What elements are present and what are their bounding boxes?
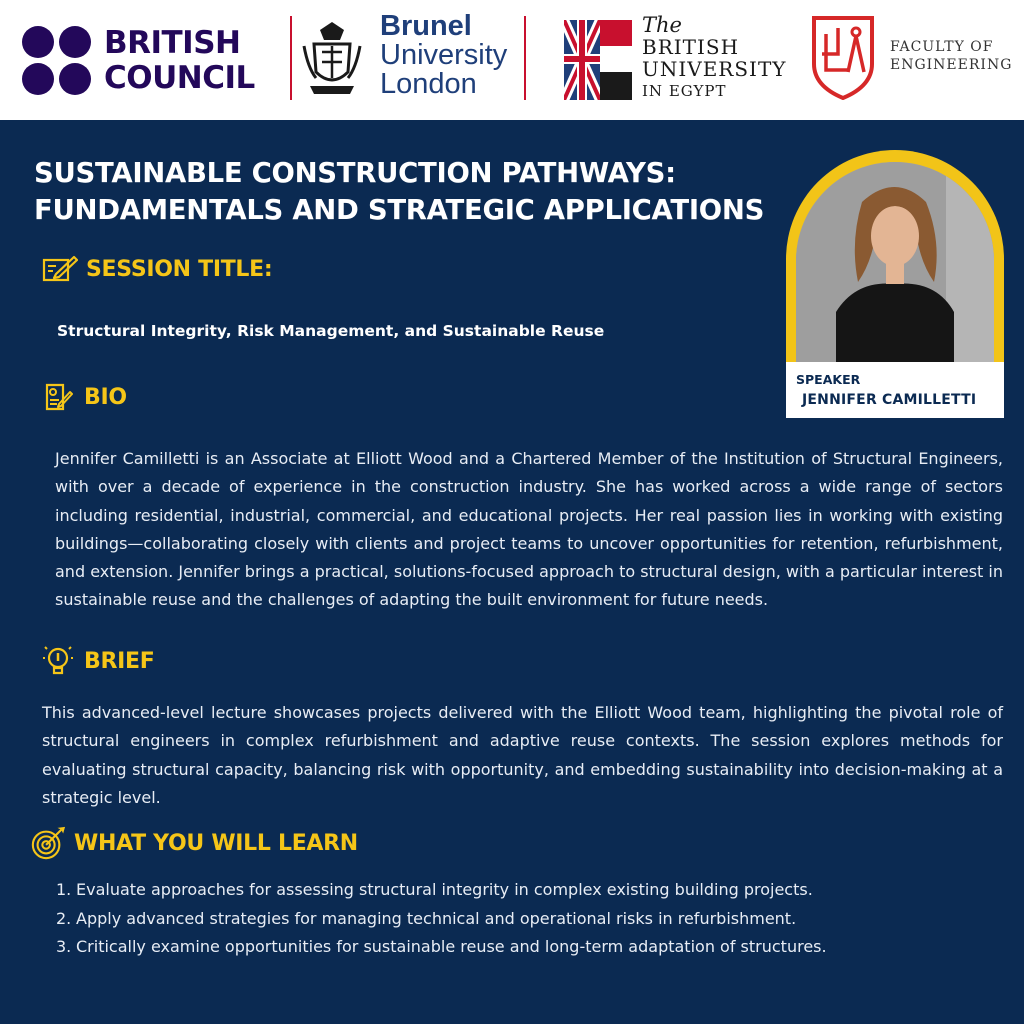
divider (524, 16, 526, 100)
british-council-dots-icon (22, 26, 96, 96)
bio-text: Jennifer Camilletti is an Associate at Elliott Wood and a Chartered Member of the Institution of Structural Engineers, with over a decade of experience in the construction industry. She has worked across a wide range of sectors including residential, industrial, commercial, and educational projects. Her real passion lies in working with existing buildings—collaborating closely with clients and project teams to uncover opportunities for retention, refurbishment, and extension. Jennifer brings a practical, solutions-focused approach to structural design, with a particular interest in sustainable reuse and the challenges of adapting the built environment for future needs. (55, 449, 1003, 610)
list-item: 1. Evaluate approaches for assessing structural integrity in complex existing building projects. (56, 880, 813, 899)
logo-band (0, 0, 1024, 120)
speaker-name: JENNIFER CAMILLETTI (802, 392, 977, 408)
faculty-wordmark: FACULTY OF ENGINEERING (890, 39, 1013, 73)
section-heading-label: BRIEF (84, 648, 155, 674)
lightbulb-icon (40, 644, 76, 678)
session-title-heading (42, 252, 272, 286)
crest-icon (300, 16, 364, 100)
section-heading-label: SESSION TITLE: (86, 256, 273, 282)
section-heading-label: WHAT YOU WILL LEARN (74, 830, 358, 856)
speaker-role: SPEAKER (796, 372, 861, 387)
learn-heading (30, 826, 358, 860)
brunel-logo (290, 12, 530, 108)
bue-wordmark: The BRITISH UNIVERSITY IN EGYPT (642, 13, 787, 100)
bio-heading (40, 380, 127, 414)
faculty-logo (808, 12, 1018, 108)
british-council-logo (22, 24, 272, 98)
bue-logo (560, 12, 800, 108)
shield-icon (808, 14, 878, 100)
session-title: Structural Integrity, Risk Management, and Sustainable Reuse (57, 322, 605, 340)
brief-text: This advanced-level lecture showcases projects delivered with the Elliott Wood team, highlighting the pivotal role of structural engineers in complex refurbishment and adaptive reuse contexts. The session explores methods for evaluating structural capacity, balancing risk with opportunity, and embedding sustainability into decision-making at a strategic level. (42, 703, 1003, 807)
brunel-wordmark: Brunel University London (380, 10, 508, 100)
list-item: 2. Apply advanced strategies for managing technical and operational risks in refurbishment. (56, 908, 797, 928)
notepad-pen-icon (42, 252, 78, 286)
section-heading-label: BIO (84, 384, 127, 410)
bio-document-icon (40, 380, 76, 414)
list-item: 3. Critically examine opportunities for sustainable reuse and long-term adaptation of structures. (56, 937, 827, 957)
learning-outcomes-list (56, 876, 827, 962)
speaker-tag (786, 362, 1004, 418)
divider (290, 16, 292, 100)
target-arrow-icon (30, 826, 66, 860)
flag-icon (560, 16, 636, 100)
page-title: SUSTAINABLE CONSTRUCTION PATHWAYS: FUNDAMENTALS AND STRATEGIC APPLICATIONS (34, 157, 765, 226)
speaker-card (786, 150, 1004, 420)
british-council-wordmark: BRITISH COUNCIL (104, 25, 255, 96)
brief-heading (40, 644, 154, 678)
